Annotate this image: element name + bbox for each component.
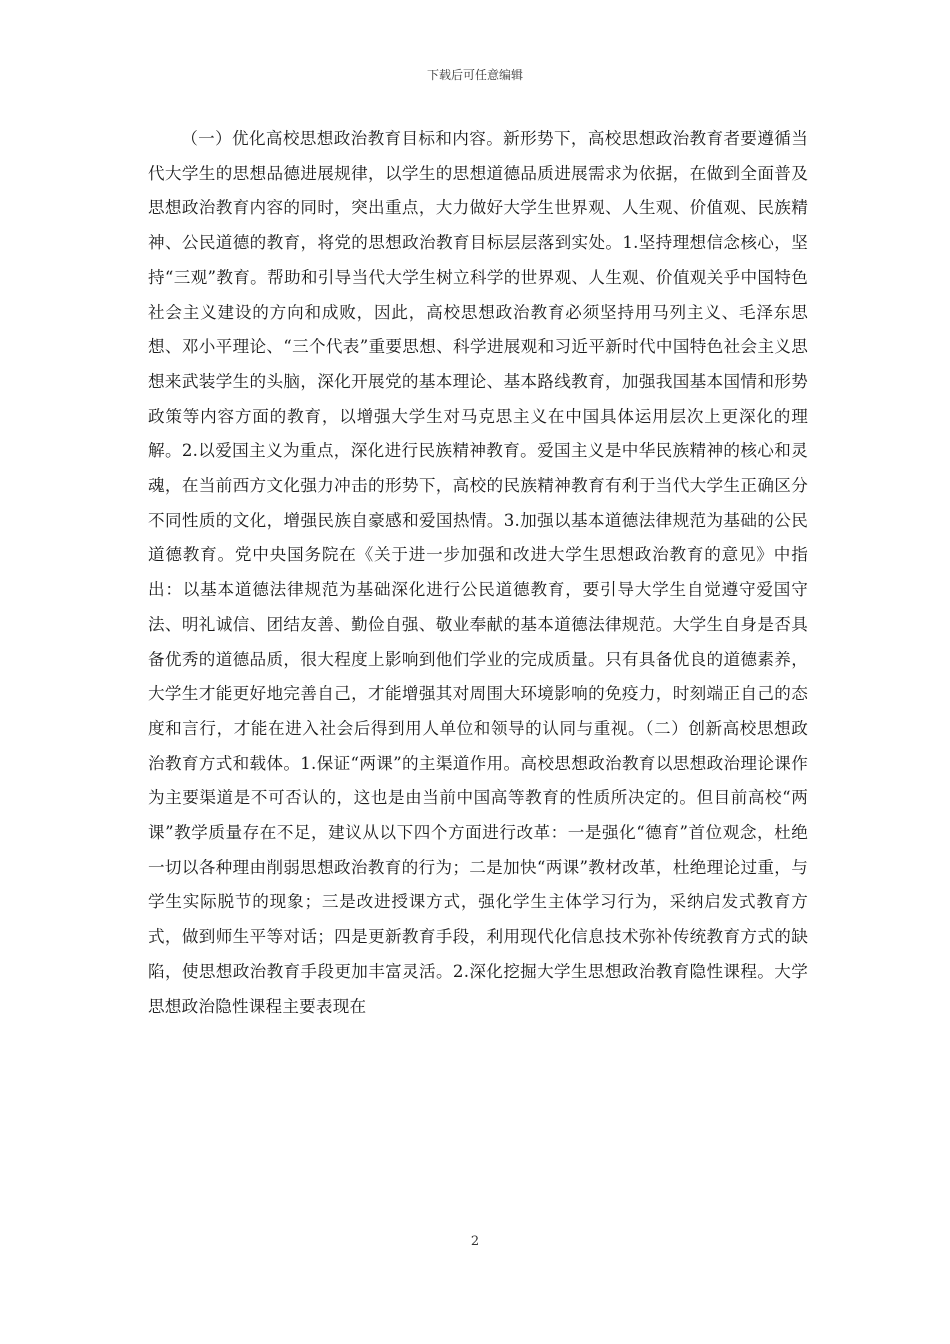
page-header-note: 下载后可任意编辑: [426, 68, 523, 82]
page-number: 2: [470, 1234, 480, 1249]
body-paragraph: （一）优化高校思想政治教育目标和内容。新形势下，高校思想政治教育者要遵循当代大学生的思想品德进展规律，以学生的思想道德品质进展需求为依据，在做到全面普及思想政治教育内容的同时，突出重点，大力做好大学生世界观、人生观、价值观、民族精神、公民道德的教育，将党的思想政治教育目标层层落到实处。1.坚持理想信念核心，坚持“三观”教育。帮助和引导当代大学生树立科学的世界观、人生观、价值观关乎中国特色社会主义建设的方向和成败，因此，高校思想政治教育必须坚持用马列主义、毛泽东思想、邓小平理论、“三个代表”重要思想、科学进展观和习近平新时代中国特色社会主义思想来武装学生的头脑，深化开展党的基本理论、基本路线教育，加强我国基本国情和形势政策等内容方面的教育，以增强大学生对马克思主义在中国具体运用层次上更深化的理解。2.以爱国主义为重点，深化进行民族精神教育。爱国主义是中华民族精神的核心和灵魂，在当前西方文化强力冲击的形势下，高校的民族精神教育有利于当代大学生正确区分不同性质的文化，增强民族自豪感和爱国热情。3.加强以基本道德法律规范为基础的公民道德教育。党中央国务院在《关于进一步加强和改进大学生思想政治教育的意见》中指出：以基本道德法律规范为基础深化进行公民道德教育，要引导大学生自觉遵守爱国守法、明礼诚信、团结友善、勤俭自强、敬业奉献的基本道德法律规范。大学生自身是否具备优秀的道德品质，很大程度上影响到他们学业的完成质量。只有具备优良的道德素养，大学生才能更好地完善自己，才能增强其对周围大环境影响的免疫力，时刻端正自己的态度和言行，才能在进入社会后得到用人单位和领导的认同与重视。（二）创新高校思想政治教育方式和载体。1.保证“两课”的主渠道作用。高校思想政治教育以思想政治理论课作为主要渠道是不可否认的，这也是由当前中国高等教育的性质所决定的。但目前高校“两课”教学质量存在不足，建议从以下四个方面进行改革：一是强化“德育”首位观念，杜绝一切以各种理由削弱思想政治教育的行为；二是加快“两课”教材改革，杜绝理论过重，与学生实际脱节的现象；三是改进授课方式，强化学生主体学习行为，采纳启发式教育方式，做到师生平等对话；四是更新教育手段，利用现代化信息技术弥补传统教育方式的缺陷，使思想政治教育手段更加丰富灵活。2.深化挖掘大学生思想政治教育隐性课程。大学思想政治隐性课程主要表现在: [148, 129, 808, 1016]
